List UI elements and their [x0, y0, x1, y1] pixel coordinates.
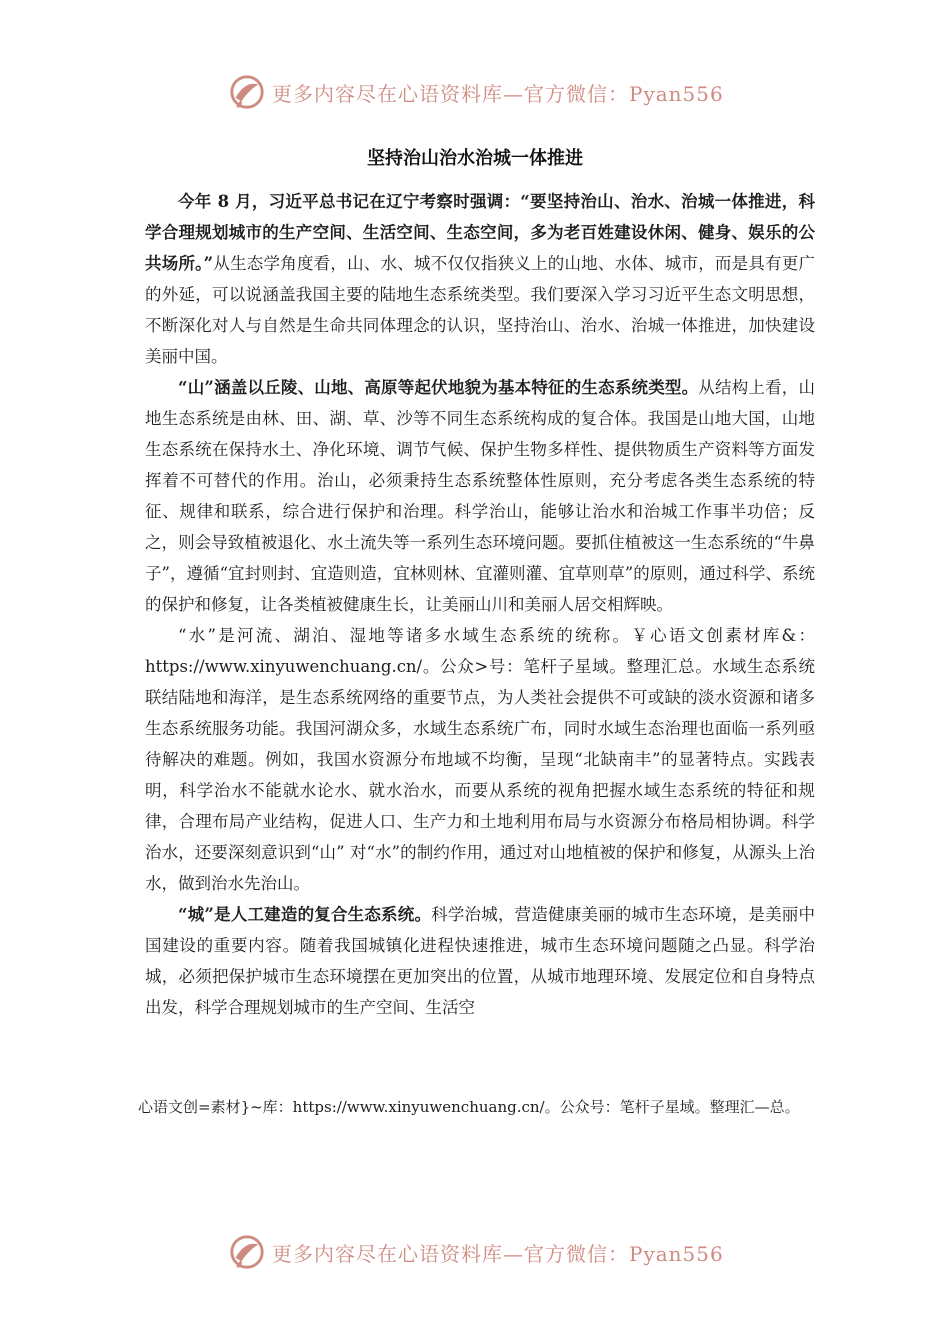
banner-text: 更多内容尽在心语资料库—官方微信：Pyan556 — [272, 1241, 724, 1266]
paragraph-4-lead: “城”是人工建造的复合生态系统。 — [178, 905, 432, 924]
banner-text: 更多内容尽在心语资料库—官方微信：Pyan556 — [272, 81, 724, 106]
paragraph-4-text: 科学治城，营造健康美丽的城市生态环境，是美丽中国建设的重要内容。随着我国城镇化进程快速推进，城市生态环境问题随之凸显。科学治城，必须把保护城市生态环境摆在更加突出的位置，从城市地理环境、发展定位和自身特点出发，科学合理规划城市的生产空间、生活空 — [145, 905, 816, 1017]
paragraph-3-text: “水”是河流、湖泊、湿地等诸多水域生态系统的统称。￥心语文创素材库&：https://www.xinyuwenchuang.cn/。公众>号：笔杆子星域。整理汇总。水域生态系统联结陆地和海洋，是生态系统网络的重要节点，为人类社会提供不可或缺的淡水资源和诸多生态系统服务功能。我国河湖众多，水域生态系统广布，同时水域生态治理也面临一系列亟待解决的难题。例如，我国水资源分布地域不均衡，呈现“北缺南丰”的显著特点。实践表明，科学治水不能就水论水、就水治水，而要从系统的视角把握水域生态系统的特征和规律，合理布局产业结构，促进人口、生产力和土地利用布局与水资源分布格局相协调。科学治水，还要深刻意识到“山” 对“水”的制约作用，通过对山地植被的保护和修复，从源头上治水，做到治水先治山。 — [145, 626, 815, 893]
logo-icon — [228, 73, 266, 111]
paragraph-1 — [145, 186, 815, 372]
page-title: 坚持治山治水治城一体推进 — [367, 148, 583, 169]
paragraph-3 — [145, 620, 815, 899]
header-banner — [228, 72, 724, 112]
paragraph-1-lead: 今年 8 月，习近平总书记在辽宁考察时强调：“要坚持治山、治水、治城一体推进，科学合理规划城市的生产空间、生活空间、生态空间，多为老百姓建设休闲、健身、娱乐的公共场所。” — [145, 192, 815, 273]
logo-icon — [228, 1233, 266, 1271]
paragraph-2-lead: “山”涵盖以丘陵、山地、高原等起伏地貌为基本特征的生态系统类型。 — [178, 378, 699, 397]
paragraph-1-text: 从生态学角度看，山、水、城不仅仅指狭义上的山地、水体、城市，而是具有更广的外延，可以说涵盖我国主要的陆地生态系统类型。我们要深入学习习近平生态文明思想，不断深化对人与自然是生命共同体理念的认识，坚持治山、治水、治城一体推进，加快建设美丽中国。 — [145, 254, 815, 366]
paragraph-4 — [145, 899, 815, 1023]
footer-banner — [228, 1232, 724, 1272]
article-body — [145, 186, 815, 1023]
footnote: 心语文创=素材}~库：https://www.xinyuwenchuang.cn/。公众号：笔杆子星域。整理汇—总。 — [138, 1098, 800, 1116]
paragraph-2-text: 从结构上看，山地生态系统是由林、田、湖、草、沙等不同生态系统构成的复合体。我国是山地大国，山地生态系统在保持水土、净化环境、调节气候、保护生物多样性、提供物质生产资料等方面发挥着不可替代的作用。治山，必须秉持生态系统整体性原则，充分考虑各类生态系统的特征、规律和联系，综合进行保护和治理。科学治山，能够让治水和治城工作事半功倍；反之，则会导致植被退化、水土流失等一系列生态环境问题。要抓住植被这一生态系统的“牛鼻子”，遵循“宜封则封、宜造则造，宜林则林、宜灌则灌、宜草则草”的原则，通过科学、系统的保护和修复，让各类植被健康生长，让美丽山川和美丽人居交相辉映。 — [145, 378, 815, 614]
paragraph-2 — [145, 372, 815, 620]
